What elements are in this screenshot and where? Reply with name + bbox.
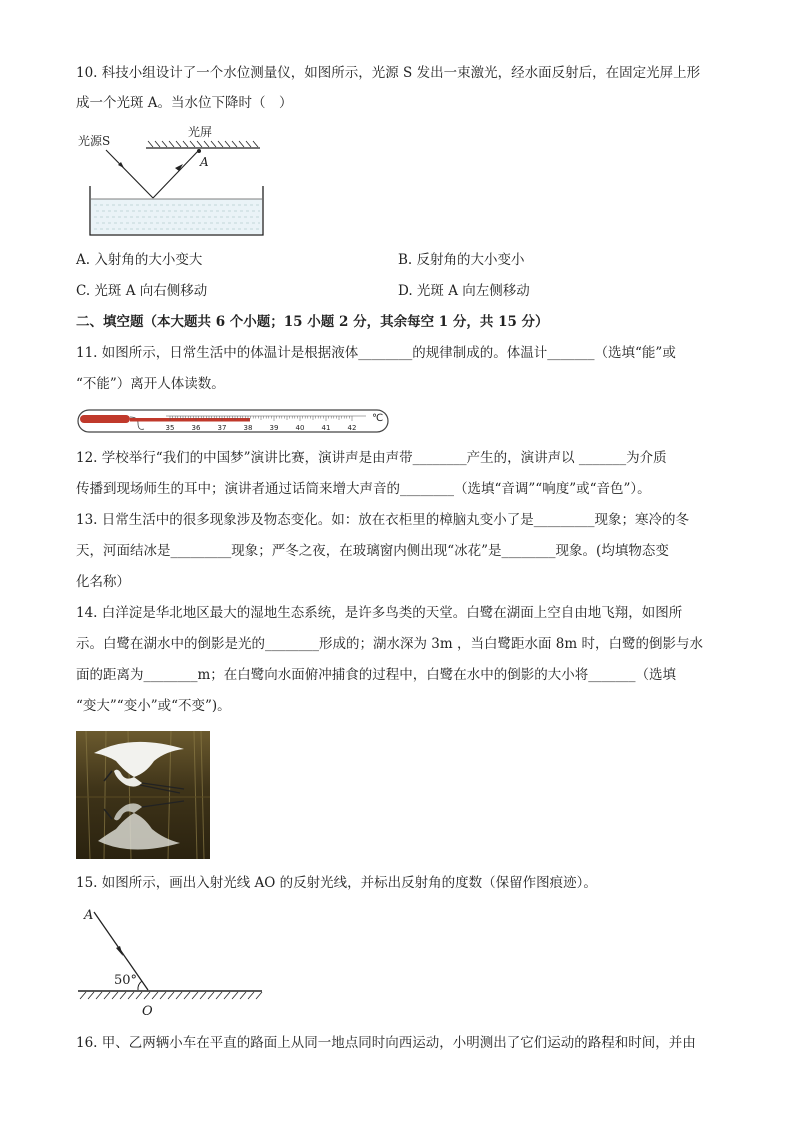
q13-stem-line2: 天，河面结冰是_________现象；严冬之夜，在玻璃窗内侧出现“冰花”是________现象。(均填物态变 [76,543,669,559]
q12-stem-line1: 12. 学校举行“我们的中国梦”演讲比赛，演讲声是由声带________产生的，演讲声以 _______为介质 [76,450,667,466]
q11-stem-line1: 11. 如图所示，日常生活中的体温计是根据液体________的规律制成的。体温计_______（选填“能”或 [76,345,676,361]
q13-stem-line3: 化名称） [76,574,130,590]
thermometer-tick-label: 42 [347,424,357,432]
thermometer-unit: ℃ [372,413,384,424]
thermometer-bulb [80,415,130,423]
thermometer-tick-label: 35 [165,424,175,432]
q15-reflection-diagram [76,902,266,1020]
screen-hatching [148,141,258,147]
q14-stem-line3: 面的距离为________m；在白鹭向水面俯冲捕食的过程中，白鹭在水中的倒影的大小将_______（选填 [76,667,677,683]
q10-option-b: B. 反射角的大小变小 [398,252,525,268]
egret-photo [76,731,210,859]
incident-ray [106,150,153,198]
point-a-label: A [84,908,94,923]
section-title: 二、填空题（本大题共 6 个小题；15 小题 2 分，其余每空 1 分，共 15 分） [76,314,549,330]
q14-stem-line4: “变大”“变小”或“不变”)。 [76,698,231,714]
mercury-column [130,418,250,422]
q15-stem-line1: 15. 如图所示，画出入射光线 AO 的反射光线，并标出反射角的度数（保留作图痕迹）。 [76,875,597,891]
mirror-hatching [80,992,262,999]
q12-stem-line2: 传播到现场师生的耳中；演讲者通过话筒来增大声音的________（选填“音调”“响度”或“音色”）。 [76,481,651,497]
q14-stem-line1: 14. 白洋淀是华北地区最大的湿地生态系统，是许多鸟类的天堂。白鹭在湖面上空自由地飞翔，如图所 [76,605,683,621]
q11-stem-line2: “不能”）离开人体读数。 [76,376,225,392]
thermometer-tick-label: 41 [321,424,331,432]
clinical-thermometer-diagram [76,405,392,439]
water-body [91,199,262,234]
q10-option-a: A. 入射角的大小变大 [76,252,203,268]
angle-arc [138,981,142,990]
q10-water-level-diagram [76,124,276,240]
thermometer-tick-label: 39 [269,424,279,432]
spot-a-label: A [200,155,209,169]
incident-ray-arrow [116,946,123,956]
q13-stem-line1: 13. 日常生活中的很多现象涉及物态变化。如：放在衣柜里的樟脑丸变小了是_________现象；寒冷的冬 [76,512,690,528]
reflected-ray [153,150,199,198]
light-spot [197,149,201,153]
angle-label: 50° [114,973,138,988]
thermometer-tick-label: 36 [191,424,201,432]
thermometer-tick-label: 38 [243,424,253,432]
screen-label: 光屏 [188,125,213,139]
point-o-label: O [142,1004,153,1019]
q14-stem-line2: 示。白鹭在湖水中的倒影是光的________形成的；湖水深为 3m ，当白鹭距水面 8m 时，白鹭的倒影与水 [76,636,703,652]
light-source-label: 光源S [78,134,111,148]
thermometer-tick-label: 40 [295,424,305,432]
q10-stem-line2: 成一个光斑 A。当水位下降时（ ） [76,95,293,111]
q10-stem-line1: 10. 科技小组设计了一个水位测量仪，如图所示，光源 S 发出一束激光，经水面反射后，在固定光屏上形 [76,65,701,81]
thermometer-tick-label: 37 [217,424,227,432]
q10-option-c: C. 光斑 A 向右侧移动 [76,283,208,299]
q10-option-d: D. 光斑 A 向左侧移动 [398,283,530,299]
q16-stem-line1: 16. 甲、乙两辆小车在平直的路面上从同一地点同时向西运动，小明测出了它们运动的路程和时间，并由 [76,1035,696,1051]
